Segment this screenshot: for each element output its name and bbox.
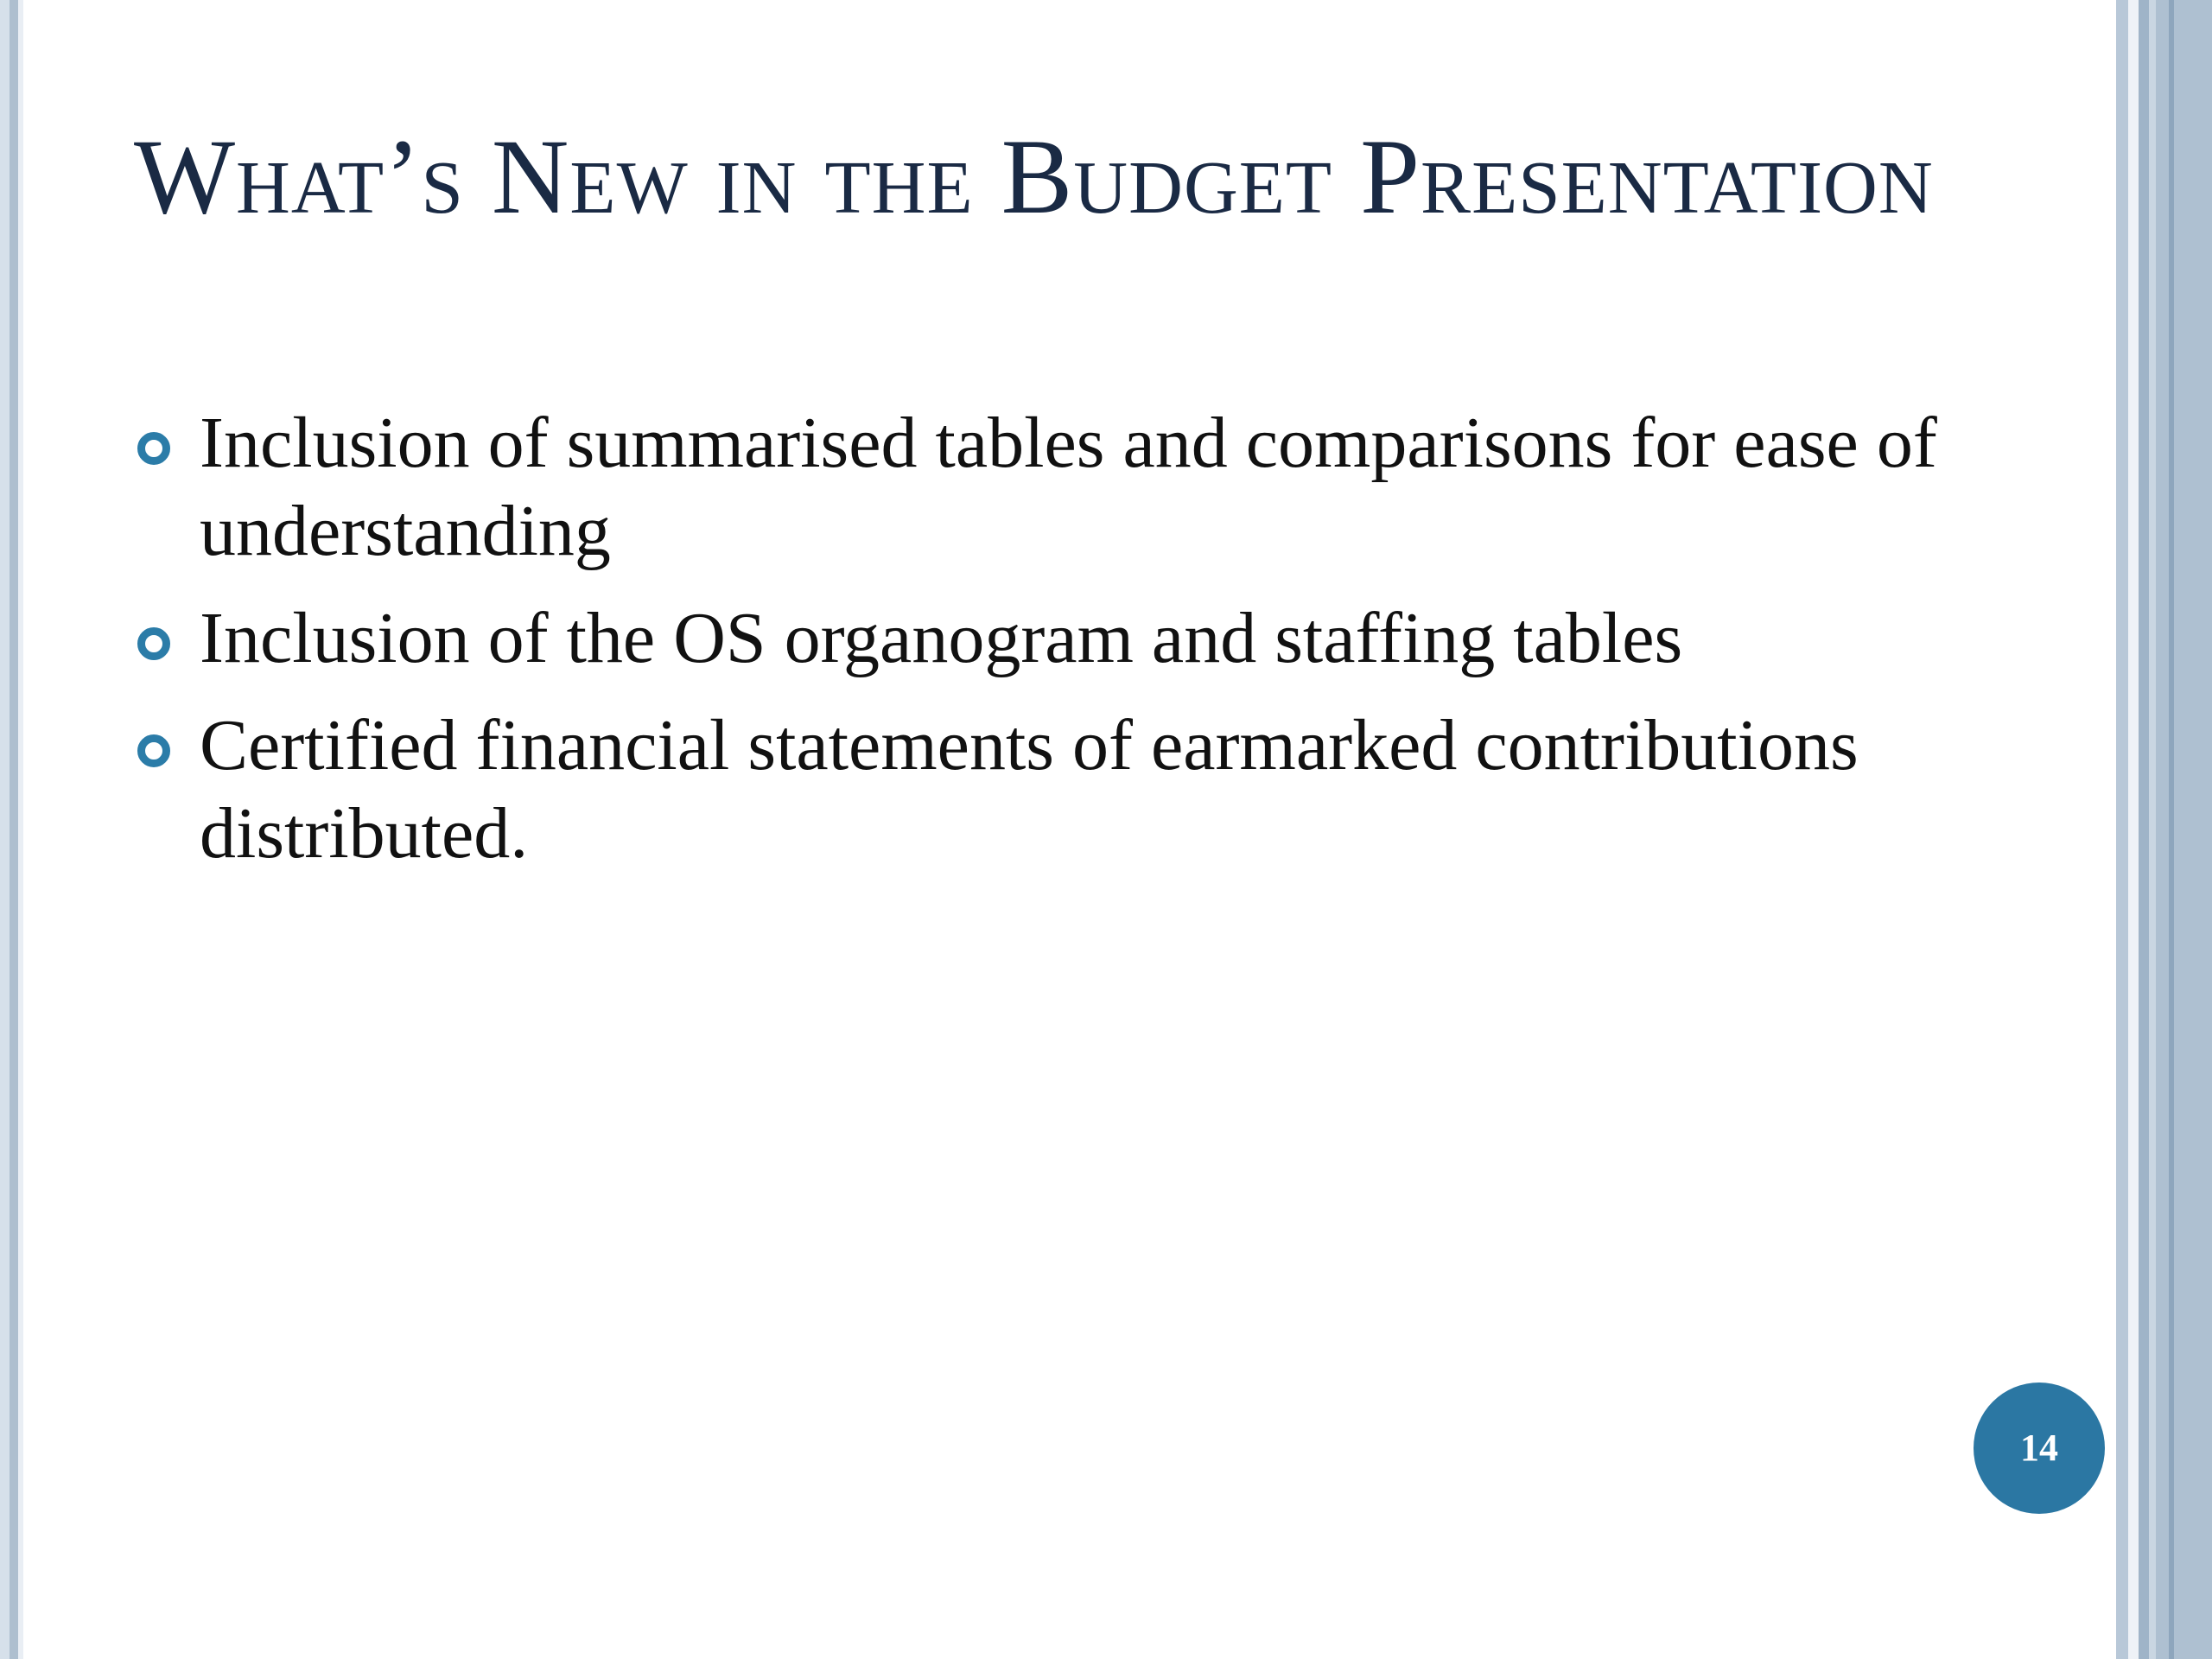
right-border-stripe bbox=[2139, 0, 2149, 1659]
page-number-badge: 14 bbox=[1974, 1382, 2105, 1514]
right-border-stripe bbox=[2116, 0, 2128, 1659]
right-border-stripe bbox=[2169, 0, 2174, 1659]
bullet-item bbox=[134, 399, 1992, 575]
right-border-stripe bbox=[2128, 0, 2139, 1659]
circle-bullet-icon bbox=[137, 627, 170, 660]
left-border-stripe bbox=[10, 0, 18, 1659]
circle-bullet-icon bbox=[137, 432, 170, 465]
bullet-text: Inclusion of the OS organogram and staffing tables bbox=[200, 598, 1683, 678]
left-border-stripe bbox=[0, 0, 10, 1659]
bullet-list bbox=[134, 399, 1992, 897]
right-border-stripe bbox=[2156, 0, 2212, 1659]
bullet-text: Inclusion of summarised tables and comparisons for ease of understanding bbox=[200, 403, 1937, 571]
bullet-text: Certified financial statements of earmarked contributions distributed. bbox=[200, 705, 1859, 874]
left-border-stripe bbox=[18, 0, 23, 1659]
slide-title: What’s New in the Budget Presentation bbox=[134, 118, 1934, 236]
circle-bullet-icon bbox=[137, 734, 170, 767]
bullet-item bbox=[134, 702, 1992, 878]
bullet-item bbox=[134, 594, 1992, 683]
right-border-stripe bbox=[2149, 0, 2156, 1659]
